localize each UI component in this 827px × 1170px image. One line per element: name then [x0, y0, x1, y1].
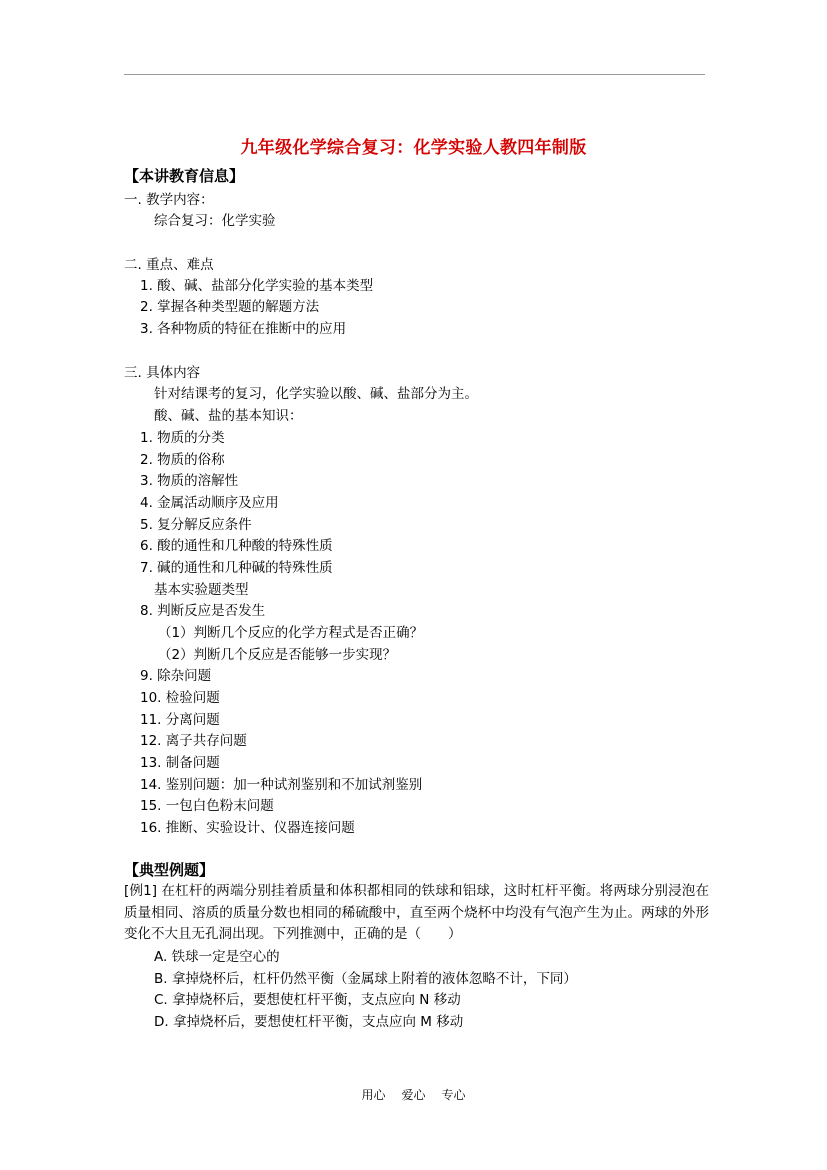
part1-heading: 一. 教学内容：: [124, 192, 214, 208]
knowledge-item: 2. 物质的俗称: [140, 452, 225, 468]
document-title: 九年级化学综合复习：化学实验人教四年制版: [240, 138, 587, 158]
experiment-item: 11. 分离问题: [140, 712, 220, 728]
examples-heading: 【典型例题】: [124, 861, 215, 879]
info-heading: 【本讲教育信息】: [124, 167, 245, 185]
experiment-item: 15. 一包白色粉末问题: [140, 798, 274, 814]
footer-word: 用心: [361, 1088, 386, 1102]
footer-word: 爱心: [401, 1088, 426, 1102]
part3-intro: 针对结课考的复习，化学实验以酸、碱、盐部分为主。: [154, 386, 478, 402]
part3-subheading: 酸、碱、盐的基本知识：: [154, 408, 303, 424]
experiment-item: 10. 检验问题: [140, 690, 220, 706]
experiment-subitem: （1）判断几个反应的化学方程式是否正确？: [158, 625, 424, 641]
part2-item: 3. 各种物质的特征在推断中的应用: [140, 321, 347, 337]
experiment-heading: 基本实验题类型: [154, 582, 249, 598]
part3-heading: 三. 具体内容: [124, 365, 201, 381]
knowledge-item: 1. 物质的分类: [140, 430, 225, 446]
experiment-item: 12. 离子共存问题: [140, 733, 247, 749]
example1-option-b: B. 拿掉烧杯后，杠杆仍然平衡（金属球上附着的液体忽略不计，下同）: [154, 971, 577, 987]
example1-option-d: D. 拿掉烧杯后，要想使杠杆平衡，支点应向 M 移动: [154, 1014, 464, 1030]
footer-word: 专心: [441, 1088, 466, 1102]
example1-option-a: A. 铁球一定是空心的: [154, 949, 280, 965]
header-rule: [124, 74, 705, 75]
knowledge-item: 4. 金属活动顺序及应用: [140, 495, 279, 511]
experiment-item: 14. 鉴别问题：加一种试剂鉴别和不加试剂鉴别: [140, 777, 423, 793]
part1-content: 综合复习：化学实验: [154, 213, 276, 229]
page-footer: [0, 1086, 827, 1103]
experiment-item: 13. 制备问题: [140, 755, 220, 771]
part2-heading: 二. 重点、难点: [124, 257, 214, 273]
part2-item: 1. 酸、碱、盐部分化学实验的基本类型: [140, 278, 374, 294]
experiment-subitem: （2）判断几个反应是否能够一步实现？: [158, 647, 397, 663]
knowledge-item: 5. 复分解反应条件: [140, 517, 252, 533]
example1-stem: [例1] 在杠杆的两端分别挂着质量和体积都相同的铁球和铝球，这时杠杆平衡。将两球分别浸泡在质量相同、溶质的质量分数也相同的稀硫酸中，直至两个烧杯中均没有气泡产生为止。两球的外形变化不大且无孔洞出现。下列推测中，正确的是（ ）: [124, 883, 709, 942]
example1-option-c: C. 拿掉烧杯后，要想使杠杆平衡，支点应向 N 移动: [154, 992, 461, 1008]
part2-item: 2. 掌握各种类型题的解题方法: [140, 299, 320, 315]
experiment-item: 9. 除杂问题: [140, 668, 212, 684]
experiment-item: 8. 判断反应是否发生: [140, 603, 266, 619]
knowledge-item: 6. 酸的通性和几种酸的特殊性质: [140, 538, 333, 554]
knowledge-item: 7. 碱的通性和几种碱的特殊性质: [140, 560, 333, 576]
experiment-item: 16. 推断、实验设计、仪器连接问题: [140, 820, 355, 836]
knowledge-item: 3. 物质的溶解性: [140, 473, 239, 489]
